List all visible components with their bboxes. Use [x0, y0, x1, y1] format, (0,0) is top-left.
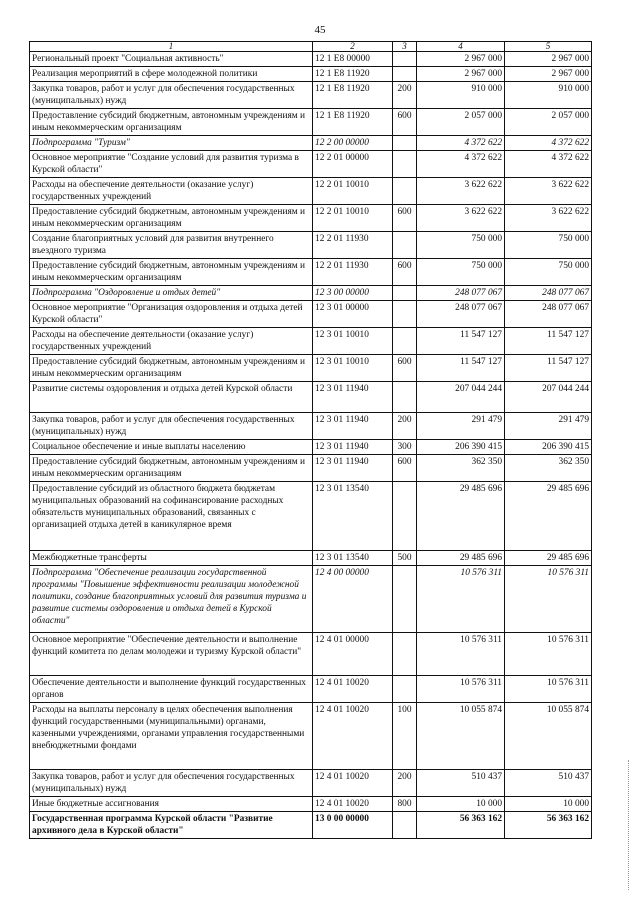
row-name: Межбюджетные трансферты	[30, 551, 313, 566]
row-amount-col5: 2 967 000	[505, 67, 592, 82]
row-name: Подпрограмма "Туризм"	[30, 136, 313, 151]
row-amount-col4: 29 485 696	[417, 482, 505, 551]
row-code: 12 3 01 10010	[313, 328, 393, 355]
row-amount-col5: 3 622 622	[505, 178, 592, 205]
row-name: Предоставление субсидий бюджетным, автономным учреждениям и иным некоммерческим организациям	[30, 109, 313, 136]
row-name: Основное мероприятие "Создание условий для развития туризма в Курской области"	[30, 151, 313, 178]
row-amount-col4: 291 479	[417, 413, 505, 440]
row-amount-col4: 510 437	[417, 770, 505, 797]
row-amount-col4: 10 000	[417, 797, 505, 812]
row-expense-type	[393, 178, 417, 205]
table-row	[30, 633, 592, 676]
table-row	[30, 52, 592, 67]
row-name: Предоставление субсидий бюджетным, автономным учреждениям и иным некоммерческим организациям	[30, 355, 313, 382]
row-expense-type	[393, 328, 417, 355]
row-name: Подпрограмма "Обеспечение реализации государственной программы "Повышение эффективности реализации молодежной политики, создание благоприятных условий для развития туризма и развитие системы оздоровления и отдыха детей в Курской области"	[30, 566, 313, 633]
row-amount-col5: 29 485 696	[505, 482, 592, 551]
table-row	[30, 551, 592, 566]
column-number-5: 5	[505, 42, 592, 52]
row-amount-col5: 291 479	[505, 413, 592, 440]
row-amount-col4: 2 057 000	[417, 109, 505, 136]
row-expense-type	[393, 482, 417, 551]
table-row	[30, 82, 592, 109]
row-amount-col4: 207 044 244	[417, 382, 505, 413]
row-amount-col5: 207 044 244	[505, 382, 592, 413]
row-expense-type: 200	[393, 770, 417, 797]
row-name: Закупка товаров, работ и услуг для обеспечения государственных (муниципальных) нужд	[30, 770, 313, 797]
row-name: Расходы на обеспечение деятельности (оказание услуг) государственных учреждений	[30, 328, 313, 355]
row-amount-col5: 10 000	[505, 797, 592, 812]
row-code: 12 3 01 11940	[313, 413, 393, 440]
row-amount-col4: 10 576 311	[417, 566, 505, 633]
row-code: 12 4 01 10020	[313, 676, 393, 703]
row-code: 12 4 00 00000	[313, 566, 393, 633]
row-code: 13 0 00 00000	[313, 812, 393, 839]
table-row	[30, 812, 592, 839]
row-name: Основное мероприятие "Обеспечение деятельности и выполнение функций комитета по делам молодежи и туризму Курской области"	[30, 633, 313, 676]
row-name: Создание благоприятных условий для развития внутреннего въездного туризма	[30, 232, 313, 259]
row-amount-col5: 510 437	[505, 770, 592, 797]
row-name: Расходы на обеспечение деятельности (оказание услуг) государственных учреждений	[30, 178, 313, 205]
column-number-2: 2	[313, 42, 393, 52]
row-amount-col5: 10 576 311	[505, 633, 592, 676]
table-row	[30, 109, 592, 136]
row-expense-type	[393, 382, 417, 413]
row-name: Закупка товаров, работ и услуг для обеспечения государственных (муниципальных) нужд	[30, 413, 313, 440]
row-amount-col5: 750 000	[505, 232, 592, 259]
table-row	[30, 67, 592, 82]
row-name: Иные бюджетные ассигнования	[30, 797, 313, 812]
row-expense-type: 100	[393, 703, 417, 770]
row-expense-type: 200	[393, 413, 417, 440]
row-amount-col4: 3 622 622	[417, 205, 505, 232]
row-code: 12 4 01 00000	[313, 633, 393, 676]
row-amount-col4: 56 363 162	[417, 812, 505, 839]
column-number-1: 1	[30, 42, 313, 52]
row-expense-type: 200	[393, 82, 417, 109]
row-code: 12 3 01 11940	[313, 440, 393, 455]
row-code: 12 2 00 00000	[313, 136, 393, 151]
row-name: Расходы на выплаты персоналу в целях обеспечения выполнения функций государственными (муниципальными) органами, казенными учреждениями, органами управления государственными внебюджетными фондами	[30, 703, 313, 770]
row-expense-type: 600	[393, 109, 417, 136]
row-amount-col4: 362 350	[417, 455, 505, 482]
table-row	[30, 797, 592, 812]
table-row	[30, 301, 592, 328]
row-code: 12 2 01 00000	[313, 151, 393, 178]
row-amount-col4: 11 547 127	[417, 328, 505, 355]
column-number-4: 4	[417, 42, 505, 52]
row-amount-col5: 29 485 696	[505, 551, 592, 566]
row-expense-type	[393, 676, 417, 703]
row-expense-type: 300	[393, 440, 417, 455]
row-amount-col4: 206 390 415	[417, 440, 505, 455]
row-expense-type	[393, 67, 417, 82]
row-name: Предоставление субсидий бюджетным, автономным учреждениям и иным некоммерческим организациям	[30, 455, 313, 482]
row-amount-col4: 750 000	[417, 232, 505, 259]
row-expense-type: 600	[393, 355, 417, 382]
row-expense-type	[393, 136, 417, 151]
row-expense-type	[393, 151, 417, 178]
row-amount-col5: 3 622 622	[505, 205, 592, 232]
row-amount-col5: 362 350	[505, 455, 592, 482]
row-amount-col5: 11 547 127	[505, 355, 592, 382]
row-amount-col5: 4 372 622	[505, 136, 592, 151]
table-row	[30, 328, 592, 355]
row-amount-col5: 10 576 311	[505, 676, 592, 703]
row-amount-col5: 206 390 415	[505, 440, 592, 455]
row-name: Закупка товаров, работ и услуг для обеспечения государственных (муниципальных) нужд	[30, 82, 313, 109]
budget-table	[29, 41, 592, 839]
column-number-3: 3	[393, 42, 417, 52]
row-amount-col5: 11 547 127	[505, 328, 592, 355]
row-name: Предоставление субсидий бюджетным, автономным учреждениям и иным некоммерческим организациям	[30, 205, 313, 232]
row-name: Развитие системы оздоровления и отдыха детей Курской области	[30, 382, 313, 413]
row-expense-type	[393, 301, 417, 328]
table-row	[30, 566, 592, 633]
row-code: 12 3 00 00000	[313, 286, 393, 301]
table-row	[30, 355, 592, 382]
row-name: Обеспечение деятельности и выполнение функций государственных органов	[30, 676, 313, 703]
row-code: 12 3 01 13540	[313, 482, 393, 551]
row-name: Региональный проект "Социальная активность"	[30, 52, 313, 67]
row-code: 12 1 E8 11920	[313, 109, 393, 136]
row-amount-col4: 10 576 311	[417, 676, 505, 703]
table-row	[30, 178, 592, 205]
row-amount-col5: 910 000	[505, 82, 592, 109]
row-code: 12 4 01 10020	[313, 797, 393, 812]
row-code: 12 1 E8 11920	[313, 67, 393, 82]
column-number-row	[30, 42, 592, 52]
table-row	[30, 259, 592, 286]
row-name: Основное мероприятие "Организация оздоровления и отдыха детей Курской области"	[30, 301, 313, 328]
row-amount-col4: 4 372 622	[417, 136, 505, 151]
page-number: 45	[314, 24, 326, 36]
row-amount-col4: 29 485 696	[417, 551, 505, 566]
table-row	[30, 286, 592, 301]
row-amount-col4: 248 077 067	[417, 301, 505, 328]
row-code: 12 3 01 11940	[313, 382, 393, 413]
table-row	[30, 455, 592, 482]
row-amount-col4: 4 372 622	[417, 151, 505, 178]
row-amount-col5: 750 000	[505, 259, 592, 286]
row-amount-col5: 248 077 067	[505, 301, 592, 328]
row-code: 12 3 01 00000	[313, 301, 393, 328]
row-code: 12 3 01 13540	[313, 551, 393, 566]
row-expense-type	[393, 52, 417, 67]
row-code: 12 3 01 11940	[313, 455, 393, 482]
row-expense-type: 600	[393, 205, 417, 232]
table-row	[30, 482, 592, 551]
row-amount-col4: 3 622 622	[417, 178, 505, 205]
table-row	[30, 382, 592, 413]
row-amount-col4: 10 576 311	[417, 633, 505, 676]
table-row	[30, 676, 592, 703]
row-code: 12 2 01 10010	[313, 205, 393, 232]
row-amount-col4: 910 000	[417, 82, 505, 109]
row-amount-col4: 2 967 000	[417, 52, 505, 67]
row-name: Социальное обеспечение и иные выплаты населению	[30, 440, 313, 455]
row-expense-type	[393, 812, 417, 839]
row-name: Предоставление субсидий из областного бюджета бюджетам муниципальных образований на софинансирование расходных обязательств муниципальных образований, связанных с организацией отдыха детей в каникулярное время	[30, 482, 313, 551]
row-name: Предоставление субсидий бюджетным, автономным учреждениям и иным некоммерческим организациям	[30, 259, 313, 286]
row-expense-type	[393, 633, 417, 676]
row-amount-col4: 750 000	[417, 259, 505, 286]
row-code: 12 4 01 10020	[313, 770, 393, 797]
row-expense-type: 600	[393, 259, 417, 286]
margin-mark	[628, 760, 635, 890]
table-row	[30, 413, 592, 440]
row-amount-col5: 2 967 000	[505, 52, 592, 67]
row-amount-col5: 2 057 000	[505, 109, 592, 136]
row-amount-col5: 4 372 622	[505, 151, 592, 178]
row-name: Реализация мероприятий в сфере молодежной политики	[30, 67, 313, 82]
table-row	[30, 770, 592, 797]
row-code: 12 4 01 10020	[313, 703, 393, 770]
row-amount-col4: 11 547 127	[417, 355, 505, 382]
row-code: 12 1 E8 11920	[313, 82, 393, 109]
row-amount-col4: 248 077 067	[417, 286, 505, 301]
row-amount-col5: 10 576 311	[505, 566, 592, 633]
row-expense-type	[393, 286, 417, 301]
table-row	[30, 151, 592, 178]
row-amount-col4: 2 967 000	[417, 67, 505, 82]
table-row	[30, 136, 592, 151]
table-row	[30, 703, 592, 770]
row-expense-type	[393, 232, 417, 259]
row-code: 12 1 E8 00000	[313, 52, 393, 67]
row-amount-col5: 248 077 067	[505, 286, 592, 301]
row-code: 12 2 01 11930	[313, 259, 393, 286]
row-expense-type	[393, 566, 417, 633]
row-code: 12 2 01 11930	[313, 232, 393, 259]
row-expense-type: 500	[393, 551, 417, 566]
row-code: 12 2 01 10010	[313, 178, 393, 205]
table-row	[30, 232, 592, 259]
row-expense-type: 800	[393, 797, 417, 812]
row-amount-col5: 10 055 874	[505, 703, 592, 770]
row-amount-col5: 56 363 162	[505, 812, 592, 839]
row-expense-type: 600	[393, 455, 417, 482]
row-name: Государственная программа Курской области "Развитие архивного дела в Курской области"	[30, 812, 313, 839]
row-amount-col4: 10 055 874	[417, 703, 505, 770]
row-name: Подпрограмма "Оздоровление и отдых детей"	[30, 286, 313, 301]
table-row	[30, 205, 592, 232]
row-code: 12 3 01 10010	[313, 355, 393, 382]
table-row	[30, 440, 592, 455]
